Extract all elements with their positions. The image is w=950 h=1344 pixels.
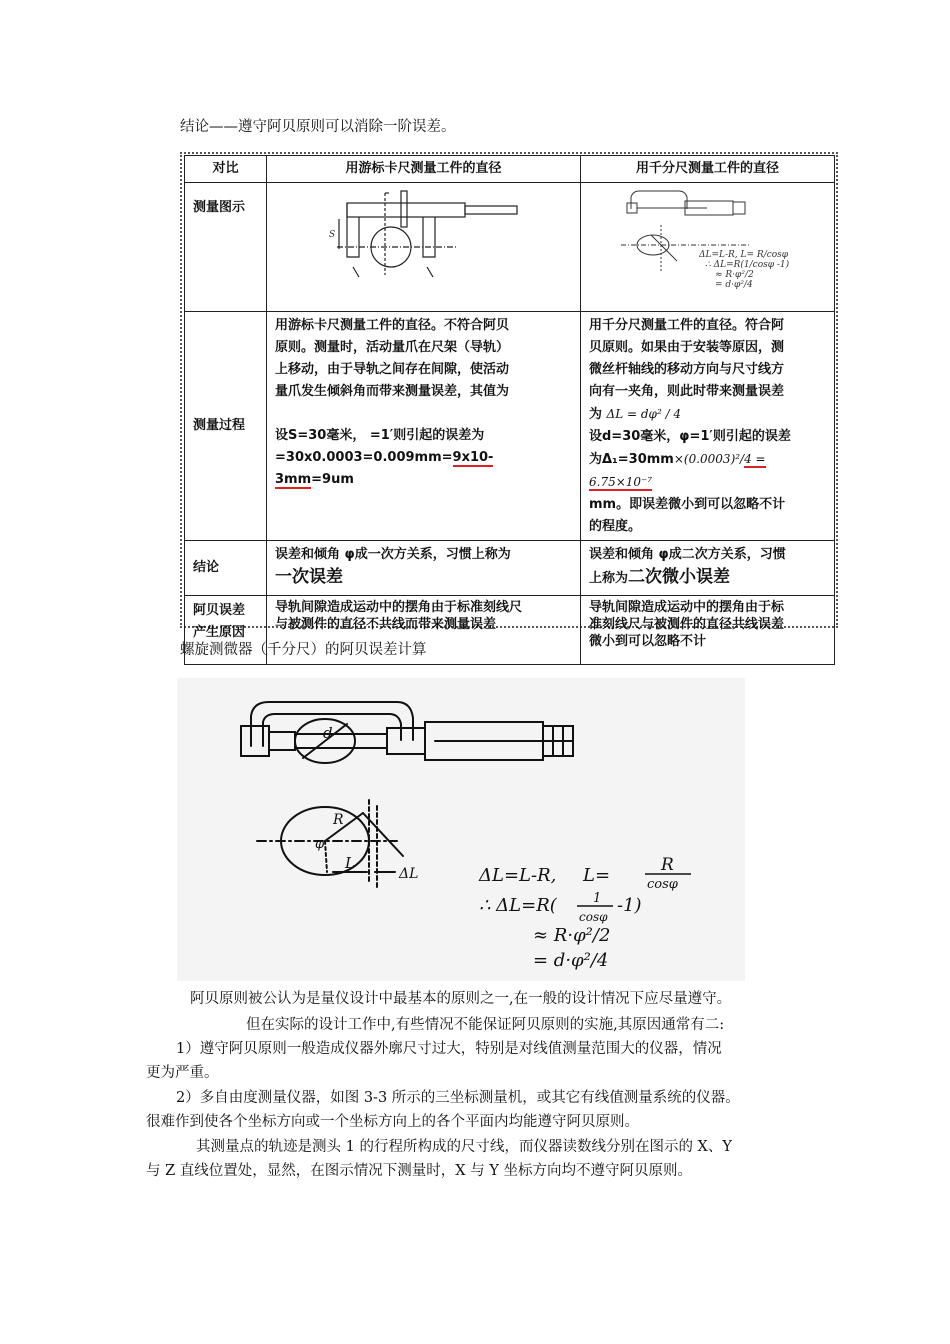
eq2-denominator: cosφ bbox=[579, 910, 608, 924]
cause-micrometer bbox=[581, 596, 835, 665]
process-right-line-3: 微丝杆轴线的移动方向与尺寸线方 bbox=[589, 362, 785, 377]
micrometer-figure bbox=[581, 183, 835, 295]
sketch-label-phi: φ bbox=[315, 837, 325, 852]
comparison-table bbox=[184, 155, 835, 665]
cause-left-line-2: 与被测件的直径不共线而带来测量误差 bbox=[275, 617, 497, 632]
calc-left-underlined: 9x10-3mm bbox=[275, 450, 494, 487]
header-micrometer: 用千分尺测量工件的直径 bbox=[581, 156, 835, 183]
micro-note-1: ΔL=L-R, L= R/cosφ bbox=[699, 250, 789, 260]
cause-right-line-2: 准刻线尺与被测件的直径共线误差 bbox=[589, 617, 785, 632]
sketch-label-l: L bbox=[345, 854, 355, 872]
micrometer-diagram-cell bbox=[581, 183, 835, 312]
micrometer-error-figure bbox=[177, 678, 745, 981]
process-left-calc-2 bbox=[275, 447, 572, 491]
process-right-calc-2 bbox=[589, 448, 826, 494]
cause-right-line-1: 导轨间隙造成运动中的摆角由于标 bbox=[589, 600, 785, 615]
micro-note-3: ≈ R·φ²/2 bbox=[715, 270, 754, 280]
figure-caption: 螺旋测微器（千分尺）的阿贝误差计算 bbox=[180, 642, 427, 658]
process-right-line-1: 用千分尺测量工件的直径。符合阿 bbox=[589, 318, 785, 333]
formula-delta-l: ΔL = dφ² / 4 bbox=[606, 407, 682, 421]
vernier-caliper-figure bbox=[267, 183, 581, 295]
calc-left-pre: =30x0.0003=0.009mm= bbox=[275, 450, 453, 465]
process-micrometer bbox=[581, 312, 835, 541]
process-left-line-4: 量爪发生倾斜角而带来测量误差，其值为 bbox=[275, 384, 510, 399]
label-cause-line-1: 阿贝误差 bbox=[193, 603, 246, 618]
conclusion-right-line2 bbox=[589, 566, 826, 590]
sketch-label-d: d bbox=[323, 724, 333, 742]
eq2-numerator: 1 bbox=[593, 891, 602, 906]
process-left-line-2: 原则。测量时，活动量爪在尺架（导轨） bbox=[275, 340, 510, 355]
paragraph-2: 但在实际的设计工作中,有些情况不能保证阿贝原则的实施,其原因通常有二: bbox=[246, 1017, 725, 1033]
process-right-formula-line bbox=[589, 403, 826, 426]
calc-right-pre: 为Δ₁=30mm bbox=[589, 452, 674, 467]
micrometer-sketch bbox=[177, 678, 745, 981]
label-cause-line-2: 产生原因 bbox=[193, 625, 246, 640]
header-vernier: 用游标卡尺测量工件的直径 bbox=[267, 156, 581, 183]
row-conclusion bbox=[185, 541, 835, 596]
calc-left-post: =9um bbox=[311, 472, 354, 487]
conclusion-micrometer bbox=[581, 541, 835, 596]
conclusion-right-text: 误差和倾角 φ成二次方关系，习惯 bbox=[589, 547, 786, 562]
conclusion-right-big: 二次微小误差 bbox=[628, 567, 731, 587]
cause-left-line-1: 导轨间隙造成运动中的摆角由于标准刻线尺 bbox=[275, 600, 523, 615]
eq3: ≈ R·φ²/2 bbox=[533, 925, 611, 946]
row-diagram bbox=[185, 183, 835, 312]
conclusion-vernier bbox=[267, 541, 581, 596]
cause-right-line-3: 微小到可以忽略不计 bbox=[589, 634, 707, 649]
table-header-row bbox=[185, 156, 835, 183]
formula-prefix: 为 bbox=[589, 407, 603, 422]
micro-note-2: ∴ ΔL=R(1/cosφ -1) bbox=[705, 260, 790, 270]
label-diagram: 测量图示 bbox=[185, 183, 267, 312]
paragraph-5-line-1: 其测量点的轨迹是测头 1 的行程所构成的尺寸线，而仪器读数线分别在图示的 X、Y bbox=[196, 1139, 732, 1155]
micro-note-4: = d·φ²/4 bbox=[715, 280, 753, 290]
process-left-calc-1: 设S=30毫米， =1′则引起的误差为 bbox=[275, 428, 485, 443]
paragraph-4-line-1: 2）多自由度测量仪器，如图 3-3 所示的三坐标测量机，或其它有线值测量系统的仪器。 bbox=[176, 1090, 740, 1106]
conclusion-left-text: 误差和倾角 φ成一次方关系，习惯上称为 bbox=[275, 547, 511, 562]
sketch-label-dl: ΔL bbox=[399, 866, 419, 882]
vernier-diagram-cell bbox=[267, 183, 581, 312]
conclusion-left-big: 一次误差 bbox=[275, 567, 343, 587]
intro-text: 结论——遵守阿贝原则可以消除一阶误差。 bbox=[180, 119, 456, 135]
paragraph-5-line-2: 与 Z 直线位置处，显然，在图示情况下测量时，X 与 Y 坐标方向均不遵守阿贝原则。 bbox=[146, 1163, 693, 1179]
label-conclusion: 结论 bbox=[185, 541, 267, 596]
paragraph-1: 阿贝原则被公认为是量仪设计中最基本的原则之一,在一般的设计情况下应尽量遵守。 bbox=[190, 991, 732, 1007]
row-process bbox=[185, 312, 835, 541]
sketch-label-r: R bbox=[333, 812, 344, 828]
paragraph-3-line-1: 1）遵守阿贝原则一般造成仪器外廓尺寸过大，特别是对线值测量范围大的仪器，情况 bbox=[176, 1041, 722, 1057]
paragraph-4-line-2: 很难作到使各个坐标方向或一个坐标方向上的各个平面内均能遵守阿贝原则。 bbox=[146, 1114, 639, 1130]
process-right-calc-1: 设d=30毫米，φ=1′则引起的误差 bbox=[589, 429, 791, 444]
calc-right-underlined: 4 = 6.75×10⁻⁷ bbox=[589, 452, 766, 489]
process-right-calc-4: 的程度。 bbox=[589, 519, 642, 534]
label-process: 测量过程 bbox=[185, 312, 267, 541]
eq2-right: -1) bbox=[617, 895, 642, 916]
process-left-line-1: 用游标卡尺测量工件的直径。不符合阿贝 bbox=[275, 318, 510, 333]
process-right-calc-3: mm。即误差微小到可以忽略不计 bbox=[589, 497, 786, 512]
conclusion-right-mid: 上称为 bbox=[589, 571, 629, 586]
paragraph-3-line-2: 更为严重。 bbox=[146, 1065, 219, 1081]
eq4: = d·φ²/4 bbox=[533, 950, 609, 971]
process-vernier bbox=[267, 312, 581, 541]
header-compare: 对比 bbox=[185, 156, 267, 183]
eq2-left: ∴ ΔL=R( bbox=[479, 895, 557, 916]
eq1-left: ΔL=L-R, bbox=[479, 865, 557, 886]
process-left-line-3: 上移动，由于导轨之间存在间隙，使活动 bbox=[275, 362, 510, 377]
eq1-denominator: cosφ bbox=[647, 877, 678, 892]
process-right-line-4: 向有一夹角，则此时带来测量误差 bbox=[589, 384, 785, 399]
eq1-numerator: R bbox=[661, 855, 674, 875]
calc-right-mid: ×(0.0003)²/ bbox=[673, 452, 745, 466]
label-s: S bbox=[329, 230, 336, 240]
process-right-line-2: 贝原则。如果由于安装等原因，测 bbox=[589, 340, 785, 355]
eq1-l: L= bbox=[583, 865, 611, 886]
